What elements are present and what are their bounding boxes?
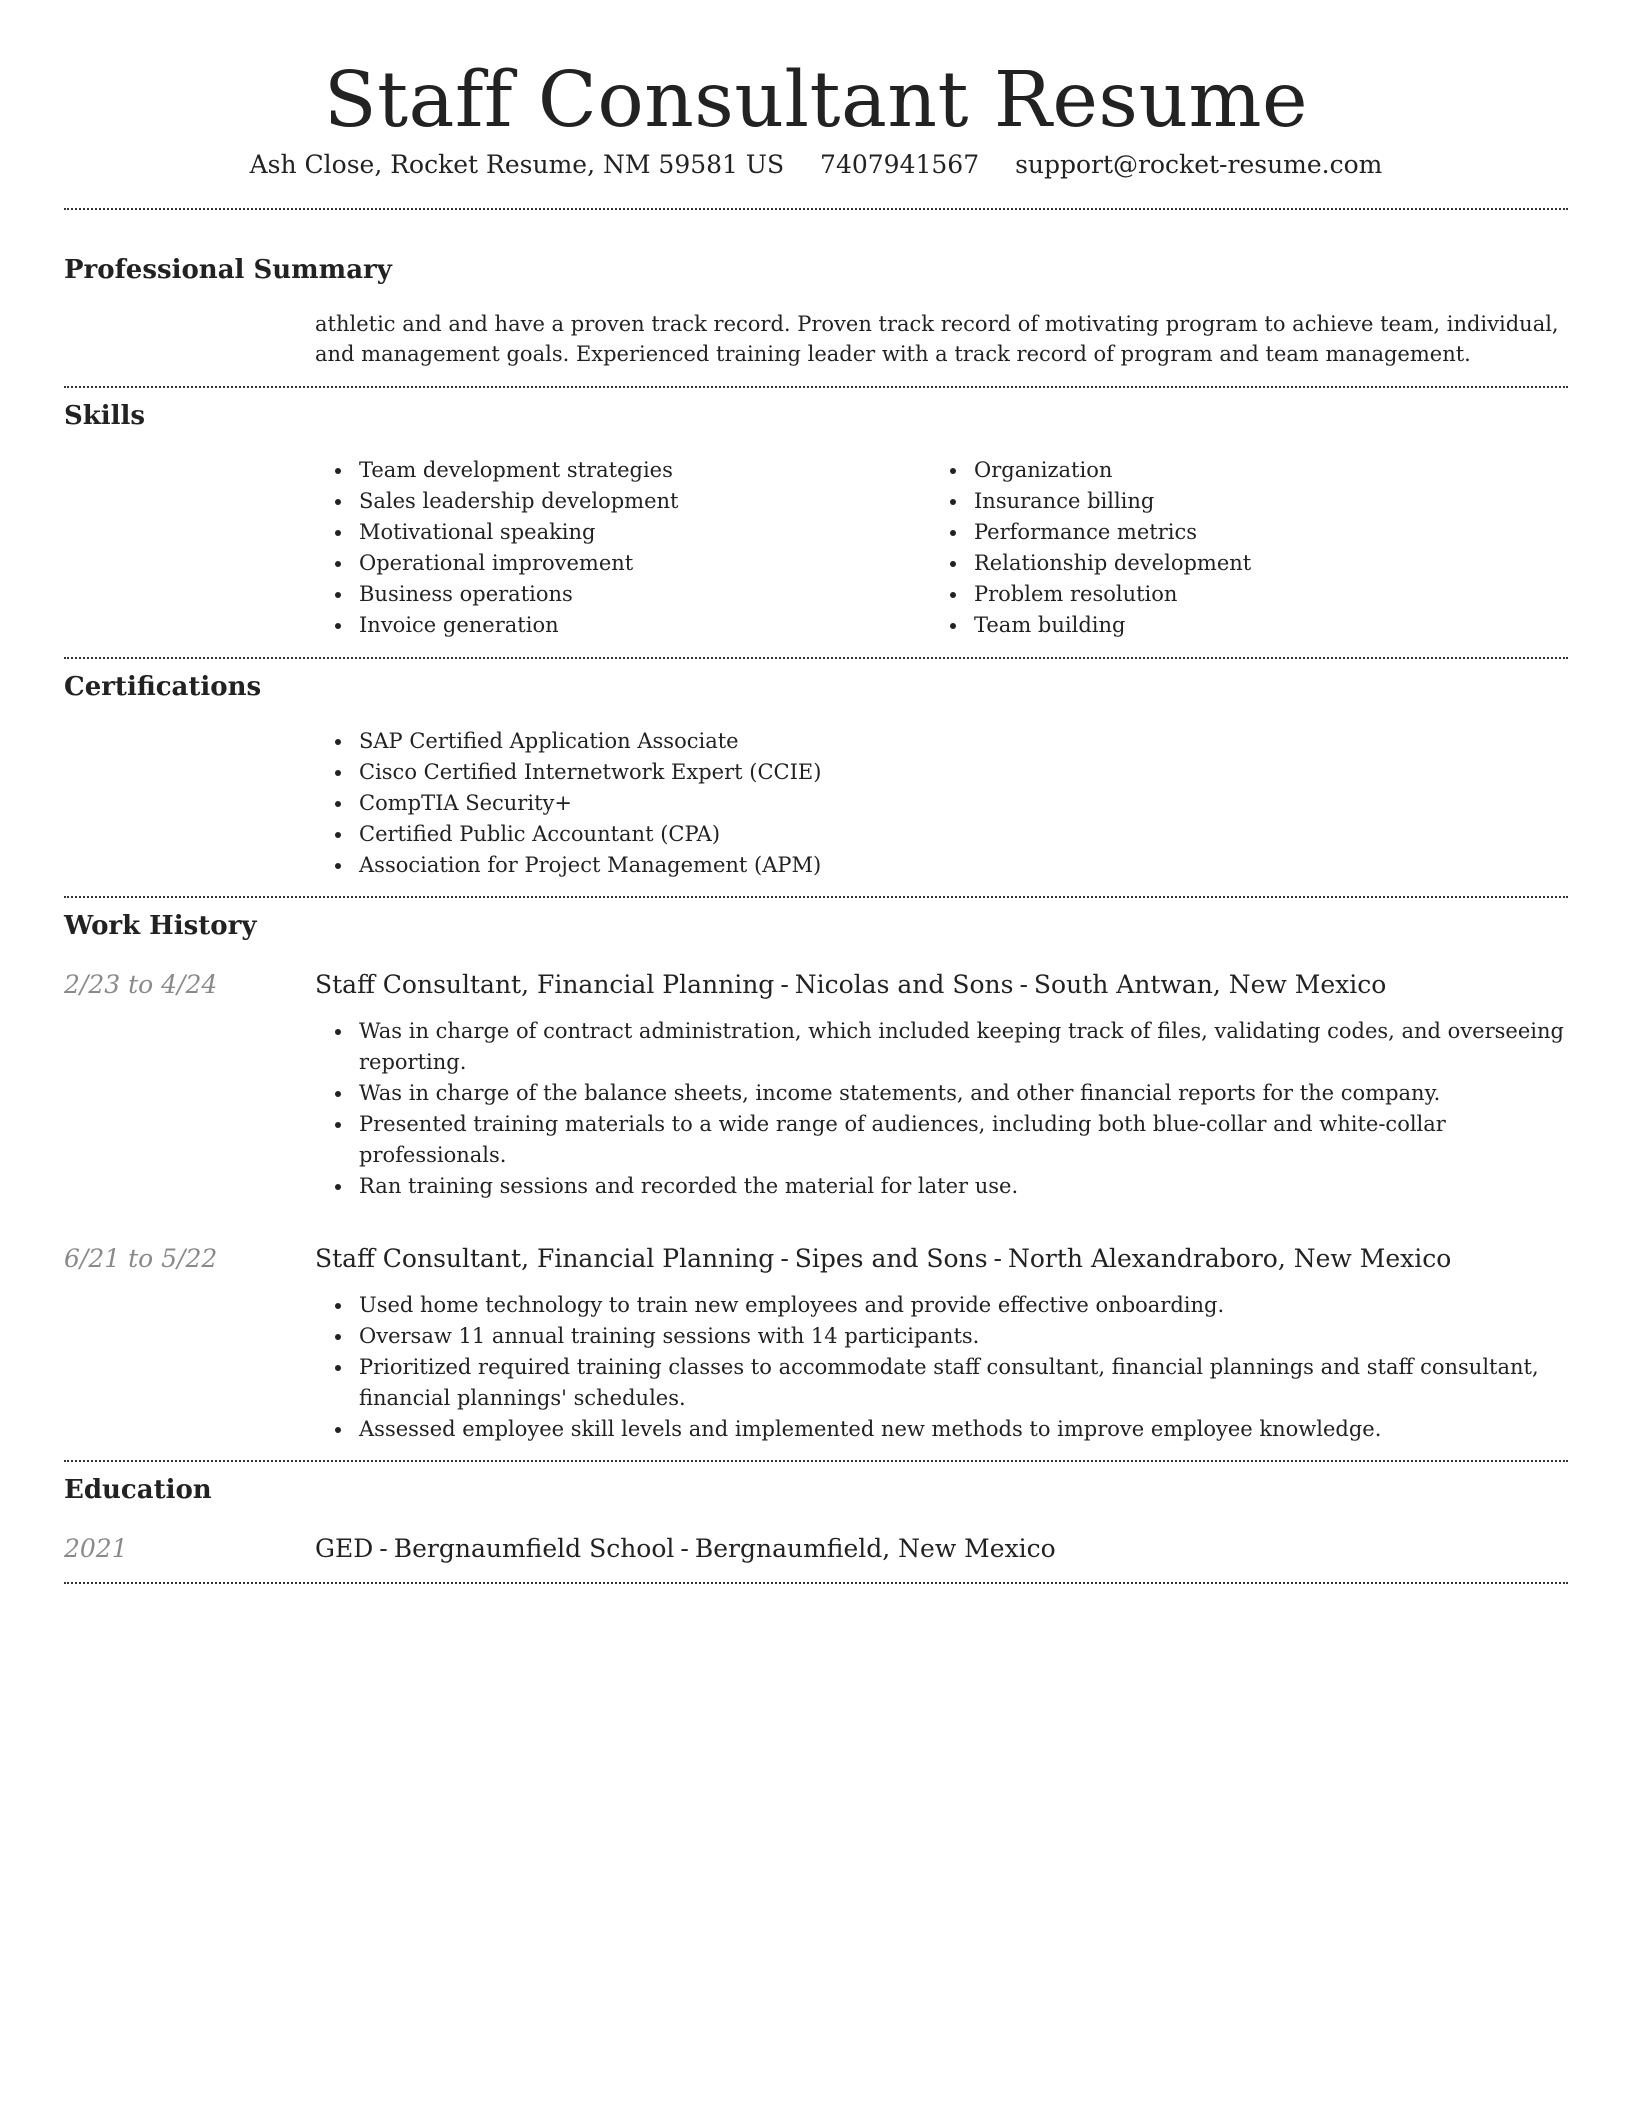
contact-email: support@rocket-resume.com xyxy=(1015,150,1383,179)
job-dates: 2/23 to 4/24 xyxy=(64,970,218,999)
certification-item: Certified Public Accountant (CPA) xyxy=(315,819,1568,850)
skills-heading: Skills xyxy=(64,401,146,431)
job-bullet: Presented training materials to a wide range of audiences, including both blue-collar and white-collar professionals. xyxy=(315,1109,1568,1171)
skill-item: Organization xyxy=(930,455,1545,486)
education-entry xyxy=(64,1532,1568,1566)
skills-column-left xyxy=(315,455,930,641)
separator: - xyxy=(780,1244,789,1273)
certification-item: CompTIA Security+ xyxy=(315,788,1568,819)
job-title: Staff Consultant, Financial Planning xyxy=(315,1244,775,1273)
education-school: Bergnaumfield School xyxy=(393,1534,675,1563)
job-bullet: Ran training sessions and recorded the material for later use. xyxy=(315,1171,1568,1202)
job-bullet: Used home technology to train new employees and provide effective onboarding. xyxy=(315,1290,1568,1321)
skill-item: Performance metrics xyxy=(930,517,1545,548)
job-entry xyxy=(64,1242,1568,1445)
education-heading: Education xyxy=(64,1475,212,1505)
education-section xyxy=(64,1474,1568,1566)
skill-item: Invoice generation xyxy=(315,610,930,641)
education-degree: GED xyxy=(315,1534,374,1563)
job-location: South Antwan, New Mexico xyxy=(1033,970,1387,999)
job-company: Nicolas and Sons xyxy=(794,970,1014,999)
job-title-line xyxy=(315,1242,1451,1276)
job-bullet: Prioritized required training classes to accommodate staff consultant, financial plannings and staff consultant, financial plannings' schedules. xyxy=(315,1352,1568,1414)
certification-item: Cisco Certified Internetwork Expert (CCIE) xyxy=(315,757,1568,788)
skills-list xyxy=(315,455,1568,641)
divider xyxy=(64,1460,1568,1462)
certification-item: Association for Project Management (APM) xyxy=(315,850,1568,881)
divider xyxy=(64,896,1568,898)
job-header xyxy=(64,968,1568,1002)
certifications-list xyxy=(315,726,1568,881)
job-location: North Alexandraboro, New Mexico xyxy=(1007,1244,1452,1273)
skill-item: Relationship development xyxy=(930,548,1545,579)
contact-line xyxy=(64,150,1568,208)
job-dates: 6/21 to 5/22 xyxy=(64,1244,218,1273)
resume-title: Staff Consultant Resume xyxy=(323,56,1309,145)
skills-section xyxy=(64,400,1568,641)
job-bullet: Assessed employee skill levels and implemented new methods to improve employee knowledge. xyxy=(315,1414,1568,1445)
job-title: Staff Consultant, Financial Planning xyxy=(315,970,775,999)
divider xyxy=(64,386,1568,388)
job-entry xyxy=(64,968,1568,1202)
job-header xyxy=(64,1242,1568,1276)
separator: - xyxy=(780,970,789,999)
separator: - xyxy=(1019,970,1028,999)
education-year: 2021 xyxy=(64,1534,128,1563)
skill-item: Sales leadership development xyxy=(315,486,930,517)
skills-column-right xyxy=(930,455,1545,641)
skill-item: Insurance billing xyxy=(930,486,1545,517)
divider xyxy=(64,1582,1568,1584)
job-bullet: Was in charge of the balance sheets, income statements, and other financial reports for the company. xyxy=(315,1078,1568,1109)
separator: - xyxy=(379,1534,388,1563)
summary-text: athletic and and have a proven track record. Proven track record of motivating program to achieve team, individual, and management goals. Experienced training leader with a track record of program and team management. xyxy=(315,312,1559,366)
contact-address: Ash Close, Rocket Resume, NM 59581 US xyxy=(249,150,785,179)
contact-phone: 7407941567 xyxy=(820,150,980,179)
certifications-heading: Certifications xyxy=(64,672,262,702)
separator: - xyxy=(993,1244,1002,1273)
skill-item: Business operations xyxy=(315,579,930,610)
work-history-section xyxy=(64,910,1568,1445)
resume-page xyxy=(64,0,1568,1584)
certification-item: SAP Certified Application Associate xyxy=(315,726,1568,757)
skill-item: Team development strategies xyxy=(315,455,930,486)
education-location: Bergnaumfield, New Mexico xyxy=(694,1534,1056,1563)
divider xyxy=(64,208,1568,210)
work-history-heading: Work History xyxy=(64,911,257,941)
education-line xyxy=(315,1532,1056,1566)
job-company: Sipes and Sons xyxy=(794,1244,988,1273)
job-bullets xyxy=(315,1290,1568,1445)
separator: - xyxy=(680,1534,689,1563)
job-bullet: Oversaw 11 annual training sessions with 14 participants. xyxy=(315,1321,1568,1352)
skill-item: Operational improvement xyxy=(315,548,930,579)
job-bullets xyxy=(315,1016,1568,1202)
divider xyxy=(64,657,1568,659)
skill-item: Motivational speaking xyxy=(315,517,930,548)
summary-heading: Professional Summary xyxy=(64,255,392,285)
certifications-section xyxy=(64,671,1568,881)
job-title-line xyxy=(315,968,1386,1002)
skill-item: Problem resolution xyxy=(930,579,1545,610)
summary-section xyxy=(64,254,1568,369)
skill-item: Team building xyxy=(930,610,1545,641)
job-bullet: Was in charge of contract administration, which included keeping track of files, validating codes, and overseeing reporting. xyxy=(315,1016,1568,1078)
